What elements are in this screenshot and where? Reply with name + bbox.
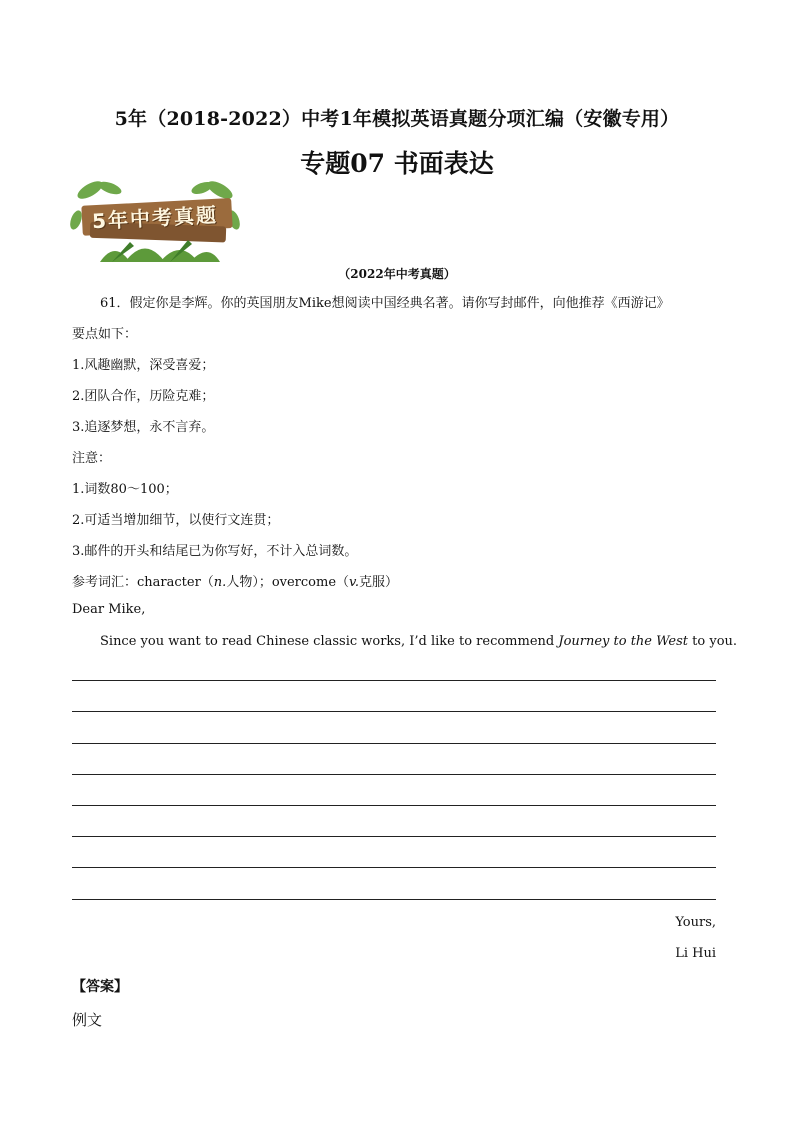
letter-signature: Li Hui [675, 946, 716, 961]
question-prompt: 61．假定你是李辉。你的英国朋友Mike想阅读中国经典名著。请你写封邮件，向他推荐《西游记》 [100, 296, 670, 311]
opening-text: Since you want to read Chinese classic works, I’d like to recommend [100, 634, 559, 649]
writing-line [72, 680, 716, 681]
banner-sign [70, 180, 240, 262]
writing-line [72, 899, 716, 900]
banner-label: 5年中考真题 [91, 202, 219, 234]
year-tag: （2022年中考真题） [338, 267, 456, 281]
notes-heading: 注意： [72, 451, 112, 466]
writing-line [72, 711, 716, 712]
note-item: 1.词数80～100； [72, 482, 178, 497]
sample-essay-label: 例文 [72, 1011, 103, 1029]
note-item: 3.邮件的开头和结尾已为你写好，不计入总词数。 [72, 544, 358, 559]
vocab-line [72, 571, 398, 590]
letter-opening [100, 634, 737, 649]
vocab-suffix: 克服） [358, 575, 398, 590]
points-heading: 要点如下： [72, 327, 138, 342]
vocab-pos-noun: n. [213, 575, 227, 590]
writing-line [72, 836, 716, 837]
point-item: 2.团队合作，历险克难； [72, 389, 215, 404]
letter-closing: Yours, [675, 915, 716, 930]
note-item: 2.可适当增加细节，以使行文连贯； [72, 513, 280, 528]
vocab-mid: 人物）；overcome（ [226, 575, 350, 590]
writing-line [72, 805, 716, 806]
writing-line [72, 743, 716, 744]
topic-title: 专题07 书面表达 [300, 149, 494, 178]
writing-line [72, 867, 716, 868]
book-title: Journey to the West [558, 634, 689, 649]
vocab-pos-verb: v. [349, 575, 359, 590]
letter-greeting: Dear Mike, [72, 602, 146, 617]
answer-heading: 【答案】 [72, 979, 128, 995]
vocab-prefix: 参考词汇：character（ [72, 575, 214, 590]
document-title: 5年（2018-2022）中考1年模拟英语真题分项汇编（安徽专用） [114, 108, 680, 130]
writing-line [72, 774, 716, 775]
point-item: 1.风趣幽默，深受喜爱； [72, 358, 215, 373]
point-item: 3.追逐梦想，永不言弃。 [72, 420, 215, 435]
opening-end: to you. [688, 634, 738, 649]
